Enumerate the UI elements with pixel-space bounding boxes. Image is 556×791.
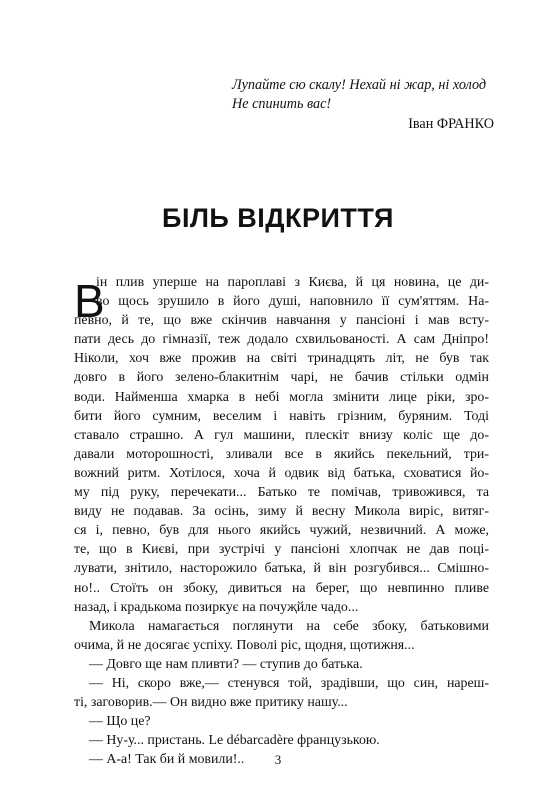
dialogue-line: — Ну-у... пристань. Le débarcadère французькою. [89,733,380,749]
text-line: но!.. Стоїть он збоку, дивиться на берег, що невпинно пливе [74,580,489,596]
text-line: му під руку, перечекати... Батько те помічав, тривожився, та [74,485,489,501]
text-line: пати десь до гімназії, теж додало схвильованості. А сам Дніпро! [74,332,489,348]
epigraph [232,76,494,134]
dialogue-line: — А-а! Так би й мовили!.. [89,752,245,768]
text-line: во щось зрушило в його душі, наповнило її сум'яттям. На- [96,294,489,310]
text-line: лувати, знітило, насторожило батька, й він розгубився... Смішно- [74,561,489,577]
epigraph-line: Лупайте сю скалу! Нехай ні жар, ні холод [232,77,487,93]
page-number: 3 [274,752,282,767]
text-line: води. Найменша хмарка в небі могла змінити лице ріки, зро- [74,389,489,405]
drop-cap: В [74,275,105,327]
text-line: бити його сумним, веселим і навіть грізним, буряним. Тоді [74,408,489,424]
dialogue-line: — Довго ще нам пливти? — ступив до батька. [89,656,363,672]
dialogue-line: — Що це? [89,714,151,730]
text-line: ставало страшно. А гул машини, плескіт внизу коліс ще до- [74,427,489,443]
dialogue-line: ті, заговорив.— Он видно вже притику нашу... [74,695,348,711]
text-line: назад, і крадькома позиркує на почуҗйле чадо... [74,599,359,615]
chapter-title: БІЛЬ ВІДКРИТТЯ [162,203,394,233]
text-line: вожний ритм. Хотілося, хоча й одвик від батька, сховатися йо- [74,465,489,481]
text-line: те, що в Києві, при зустрічі у пансіоні хлопчак не дав поці- [74,542,489,558]
epigraph-author: Іван ФРАНКО [408,116,494,132]
text-line: виду не подавав. За осінь, зиму й весну Микола виріс, витяг- [74,504,489,520]
text-line: певно, й те, що вже скінчив навчання у пансіоні і мав всту- [74,313,489,329]
text-line: давали моторошності, зливали все в якийсь пекельний, три- [74,446,489,462]
epigraph-line: Не спинить вас! [232,96,332,112]
text-line: ся і, певно, був для нього якийсь чужий, незвичний. А може, [74,523,489,539]
text-line: ін плив уперше на пароплаві з Києва, й ця новина, це ди- [96,275,489,290]
text-line: Ніколи, хоч вже прожив на світі тринадцять літ, не був так [74,351,489,367]
text-line: Микола намагається поглянути на себе збоку, батьковими [89,618,489,634]
body-text [74,273,489,769]
text-line: довго в його зелено-блакитнім чарі, не бачив стільки одмін [74,370,489,386]
dialogue-line: — Ні, скоро вже,— стенувся той, зрадівши, що син, нареш- [89,675,489,691]
text-line: очима, й не досягає успіху. Поволі ріс, щодня, щотижня... [74,637,415,653]
